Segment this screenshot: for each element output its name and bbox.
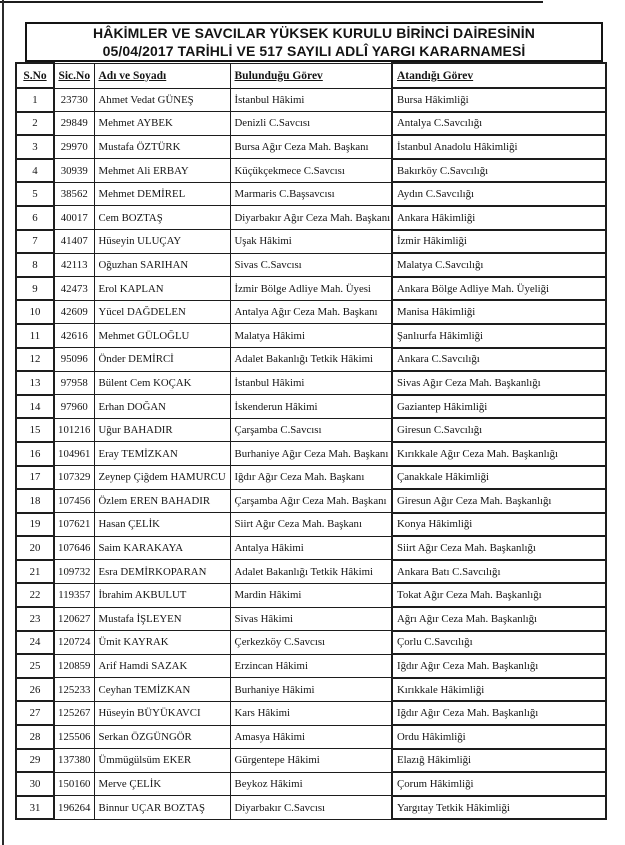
- cell-s-no: 9: [16, 277, 54, 301]
- cell-assigned-post: Giresun C.Savcılığı: [392, 418, 606, 442]
- cell-name: Mehmet DEMİREL: [94, 182, 230, 206]
- cell-current-post: Antalya Ağır Ceza Mah. Başkanı: [230, 300, 392, 324]
- cell-assigned-post: Antalya C.Savcılığı: [392, 112, 606, 136]
- table-body: [16, 88, 606, 819]
- cell-assigned-post: Malatya C.Savcılığı: [392, 253, 606, 277]
- cell-sicil-no: 104961: [54, 442, 94, 466]
- decree-title-line-2: 05/04/2017 TARİHLİ VE 517 SAYILI ADLÎ YARGI KARARNAMESİ: [102, 43, 526, 59]
- cell-s-no: 17: [16, 466, 54, 490]
- cell-s-no: 15: [16, 418, 54, 442]
- cell-current-post: Amasya Hâkimi: [230, 725, 392, 749]
- appointments-table: [15, 62, 607, 820]
- cell-s-no: 24: [16, 631, 54, 655]
- cell-name: Saim KARAKAYA: [94, 536, 230, 560]
- cell-s-no: 3: [16, 135, 54, 159]
- cell-assigned-post: Gaziantep Hâkimliği: [392, 395, 606, 419]
- cell-name: İbrahim AKBULUT: [94, 583, 230, 607]
- cell-current-post: Çerkezköy C.Savcısı: [230, 631, 392, 655]
- cell-name: Mustafa ÖZTÜRK: [94, 135, 230, 159]
- cell-sicil-no: 125233: [54, 678, 94, 702]
- column-header-assigned-post: Atandığı Görev: [392, 63, 606, 88]
- cell-assigned-post: Sivas Ağır Ceza Mah. Başkanlığı: [392, 371, 606, 395]
- cell-assigned-post: Ankara Bölge Adliye Mah. Üyeliği: [392, 277, 606, 301]
- cell-assigned-post: Ağrı Ağır Ceza Mah. Başkanlığı: [392, 607, 606, 631]
- cell-name: Yücel DAĞDELEN: [94, 300, 230, 324]
- cell-s-no: 11: [16, 324, 54, 348]
- table-row: [16, 371, 606, 395]
- cell-current-post: Denizli C.Savcısı: [230, 112, 392, 136]
- cell-current-post: Burhaniye Hâkimi: [230, 678, 392, 702]
- table-row: [16, 418, 606, 442]
- cell-current-post: Sivas C.Savcısı: [230, 253, 392, 277]
- cell-sicil-no: 95096: [54, 348, 94, 372]
- table-row: [16, 678, 606, 702]
- cell-s-no: 16: [16, 442, 54, 466]
- cell-current-post: İzmir Bölge Adliye Mah. Üyesi: [230, 277, 392, 301]
- cell-name: Binnur UÇAR BOZTAŞ: [94, 796, 230, 820]
- cell-name: Erol KAPLAN: [94, 277, 230, 301]
- cell-assigned-post: Çorlu C.Savcılığı: [392, 631, 606, 655]
- cell-sicil-no: 42473: [54, 277, 94, 301]
- cell-current-post: Adalet Bakanlığı Tetkik Hâkimi: [230, 560, 392, 584]
- cell-sicil-no: 120724: [54, 631, 94, 655]
- cell-sicil-no: 107621: [54, 513, 94, 537]
- cell-assigned-post: Kırıkkale Hâkimliği: [392, 678, 606, 702]
- cell-assigned-post: Ankara Hâkimliği: [392, 206, 606, 230]
- table-row: [16, 182, 606, 206]
- cell-current-post: Diyarbakır C.Savcısı: [230, 796, 392, 820]
- cell-current-post: Çarşamba Ağır Ceza Mah. Başkanı: [230, 489, 392, 513]
- cell-name: Ceyhan TEMİZKAN: [94, 678, 230, 702]
- cell-current-post: Iğdır Ağır Ceza Mah. Başkanı: [230, 466, 392, 490]
- cell-name: Hüseyin ULUÇAY: [94, 230, 230, 254]
- cell-current-post: Küçükçekmece C.Savcısı: [230, 159, 392, 183]
- table-header-row: [16, 63, 606, 88]
- cell-name: Bülent Cem KOÇAK: [94, 371, 230, 395]
- cell-s-no: 4: [16, 159, 54, 183]
- table-row: [16, 607, 606, 631]
- cell-s-no: 23: [16, 607, 54, 631]
- cell-name: Mehmet AYBEK: [94, 112, 230, 136]
- table-row: [16, 796, 606, 820]
- cell-current-post: Adalet Bakanlığı Tetkik Hâkimi: [230, 348, 392, 372]
- cell-sicil-no: 125267: [54, 701, 94, 725]
- cell-assigned-post: Siirt Ağır Ceza Mah. Başkanlığı: [392, 536, 606, 560]
- cell-s-no: 7: [16, 230, 54, 254]
- cell-s-no: 2: [16, 112, 54, 136]
- scan-edge-left-line: [2, 0, 4, 845]
- cell-sicil-no: 107329: [54, 466, 94, 490]
- table-row: [16, 631, 606, 655]
- cell-name: Merve ÇELİK: [94, 772, 230, 796]
- cell-current-post: Gürgentepe Hâkimi: [230, 749, 392, 773]
- cell-s-no: 13: [16, 371, 54, 395]
- cell-current-post: Sivas Hâkimi: [230, 607, 392, 631]
- cell-name: Zeynep Çiğdem HAMURCU: [94, 466, 230, 490]
- cell-assigned-post: İstanbul Anadolu Hâkimliği: [392, 135, 606, 159]
- table-row: [16, 112, 606, 136]
- cell-s-no: 25: [16, 654, 54, 678]
- cell-sicil-no: 119357: [54, 583, 94, 607]
- cell-assigned-post: Konya Hâkimliği: [392, 513, 606, 537]
- cell-name: Hasan ÇELİK: [94, 513, 230, 537]
- table-row: [16, 300, 606, 324]
- cell-assigned-post: Ankara C.Savcılığı: [392, 348, 606, 372]
- cell-assigned-post: Giresun Ağır Ceza Mah. Başkanlığı: [392, 489, 606, 513]
- cell-name: Önder DEMİRCİ: [94, 348, 230, 372]
- cell-name: Arif Hamdi SAZAK: [94, 654, 230, 678]
- cell-sicil-no: 101216: [54, 418, 94, 442]
- cell-assigned-post: Manisa Hâkimliği: [392, 300, 606, 324]
- cell-s-no: 12: [16, 348, 54, 372]
- cell-assigned-post: Kırıkkale Ağır Ceza Mah. Başkanlığı: [392, 442, 606, 466]
- table-row: [16, 88, 606, 112]
- cell-name: Cem BOZTAŞ: [94, 206, 230, 230]
- table-row: [16, 513, 606, 537]
- cell-assigned-post: Iğdır Ağır Ceza Mah. Başkanlığı: [392, 701, 606, 725]
- table-row: [16, 560, 606, 584]
- cell-name: Ümit KAYRAK: [94, 631, 230, 655]
- cell-s-no: 29: [16, 749, 54, 773]
- table-row: [16, 324, 606, 348]
- cell-name: Özlem EREN BAHADIR: [94, 489, 230, 513]
- cell-assigned-post: Tokat Ağır Ceza Mah. Başkanlığı: [392, 583, 606, 607]
- table-row: [16, 489, 606, 513]
- cell-assigned-post: Çorum Hâkimliği: [392, 772, 606, 796]
- cell-s-no: 19: [16, 513, 54, 537]
- cell-current-post: Burhaniye Ağır Ceza Mah. Başkanı: [230, 442, 392, 466]
- cell-sicil-no: 23730: [54, 88, 94, 112]
- table-row: [16, 159, 606, 183]
- cell-assigned-post: Çanakkale Hâkimliği: [392, 466, 606, 490]
- cell-name: Hüseyin BÜYÜKAVCI: [94, 701, 230, 725]
- column-header-sicil-no: Sic.No: [54, 63, 94, 88]
- cell-current-post: Diyarbakır Ağır Ceza Mah. Başkanı: [230, 206, 392, 230]
- cell-name: Mustafa İŞLEYEN: [94, 607, 230, 631]
- cell-current-post: Uşak Hâkimi: [230, 230, 392, 254]
- cell-name: Serkan ÖZGÜNGÖR: [94, 725, 230, 749]
- cell-name: Ümmügülsüm EKER: [94, 749, 230, 773]
- cell-s-no: 8: [16, 253, 54, 277]
- cell-sicil-no: 97958: [54, 371, 94, 395]
- cell-sicil-no: 29970: [54, 135, 94, 159]
- cell-s-no: 28: [16, 725, 54, 749]
- cell-assigned-post: Elazığ Hâkimliği: [392, 749, 606, 773]
- table-row: [16, 348, 606, 372]
- cell-assigned-post: Bursa Hâkimliği: [392, 88, 606, 112]
- decree-title-box: [25, 22, 603, 62]
- cell-sicil-no: 41407: [54, 230, 94, 254]
- cell-sicil-no: 38562: [54, 182, 94, 206]
- cell-sicil-no: 120859: [54, 654, 94, 678]
- table-row: [16, 253, 606, 277]
- cell-assigned-post: Şanlıurfa Hâkimliği: [392, 324, 606, 348]
- cell-s-no: 21: [16, 560, 54, 584]
- cell-s-no: 18: [16, 489, 54, 513]
- cell-s-no: 20: [16, 536, 54, 560]
- cell-assigned-post: İzmir Hâkimliği: [392, 230, 606, 254]
- cell-name: Erhan DOĞAN: [94, 395, 230, 419]
- cell-sicil-no: 120627: [54, 607, 94, 631]
- cell-name: Uğur BAHADIR: [94, 418, 230, 442]
- cell-name: Ahmet Vedat GÜNEŞ: [94, 88, 230, 112]
- cell-s-no: 30: [16, 772, 54, 796]
- table-row: [16, 536, 606, 560]
- cell-current-post: Marmaris C.Başsavcısı: [230, 182, 392, 206]
- cell-assigned-post: Iğdır Ağır Ceza Mah. Başkanlığı: [392, 654, 606, 678]
- column-header-current-post: Bulunduğu Görev: [230, 63, 392, 88]
- column-header-s-no: S.No: [16, 63, 54, 88]
- cell-assigned-post: Ordu Hâkimliği: [392, 725, 606, 749]
- table-row: [16, 701, 606, 725]
- table-row: [16, 206, 606, 230]
- cell-sicil-no: 42609: [54, 300, 94, 324]
- decree-title-line-1: HÂKİMLER VE SAVCILAR YÜKSEK KURULU BİRİNCİ DAİRESİNİN: [93, 25, 535, 41]
- cell-s-no: 27: [16, 701, 54, 725]
- cell-current-post: Mardin Hâkimi: [230, 583, 392, 607]
- cell-current-post: Erzincan Hâkimi: [230, 654, 392, 678]
- cell-sicil-no: 107456: [54, 489, 94, 513]
- cell-name: Oğuzhan SARIHAN: [94, 253, 230, 277]
- cell-s-no: 5: [16, 182, 54, 206]
- cell-sicil-no: 30939: [54, 159, 94, 183]
- cell-sicil-no: 109732: [54, 560, 94, 584]
- cell-s-no: 6: [16, 206, 54, 230]
- cell-name: Mehmet Ali ERBAY: [94, 159, 230, 183]
- cell-current-post: Bursa Ağır Ceza Mah. Başkanı: [230, 135, 392, 159]
- scan-edge-top-line: [0, 1, 543, 3]
- cell-sicil-no: 42616: [54, 324, 94, 348]
- cell-sicil-no: 107646: [54, 536, 94, 560]
- cell-name: Esra DEMİRKOPARAN: [94, 560, 230, 584]
- cell-current-post: Siirt Ağır Ceza Mah. Başkanı: [230, 513, 392, 537]
- table-row: [16, 466, 606, 490]
- table-row: [16, 135, 606, 159]
- cell-assigned-post: Bakırköy C.Savcılığı: [392, 159, 606, 183]
- table-row: [16, 725, 606, 749]
- table-row: [16, 772, 606, 796]
- cell-assigned-post: Ankara Batı C.Savcılığı: [392, 560, 606, 584]
- cell-s-no: 31: [16, 796, 54, 820]
- cell-s-no: 26: [16, 678, 54, 702]
- cell-s-no: 10: [16, 300, 54, 324]
- cell-current-post: İstanbul Hâkimi: [230, 371, 392, 395]
- cell-s-no: 14: [16, 395, 54, 419]
- cell-current-post: Malatya Hâkimi: [230, 324, 392, 348]
- table-row: [16, 442, 606, 466]
- cell-assigned-post: Yargıtay Tetkik Hâkimliği: [392, 796, 606, 820]
- table-row: [16, 749, 606, 773]
- table-row: [16, 395, 606, 419]
- cell-sicil-no: 40017: [54, 206, 94, 230]
- table-row: [16, 277, 606, 301]
- cell-current-post: İskenderun Hâkimi: [230, 395, 392, 419]
- cell-sicil-no: 29849: [54, 112, 94, 136]
- cell-current-post: Çarşamba C.Savcısı: [230, 418, 392, 442]
- table-row: [16, 583, 606, 607]
- cell-sicil-no: 150160: [54, 772, 94, 796]
- table-row: [16, 654, 606, 678]
- cell-current-post: Antalya Hâkimi: [230, 536, 392, 560]
- cell-current-post: İstanbul Hâkimi: [230, 88, 392, 112]
- cell-name: Mehmet GÜLOĞLU: [94, 324, 230, 348]
- cell-s-no: 22: [16, 583, 54, 607]
- table-row: [16, 230, 606, 254]
- cell-name: Eray TEMİZKAN: [94, 442, 230, 466]
- cell-current-post: Kars Hâkimi: [230, 701, 392, 725]
- cell-sicil-no: 42113: [54, 253, 94, 277]
- cell-sicil-no: 196264: [54, 796, 94, 820]
- cell-sicil-no: 137380: [54, 749, 94, 773]
- cell-sicil-no: 125506: [54, 725, 94, 749]
- cell-assigned-post: Aydın C.Savcılığı: [392, 182, 606, 206]
- cell-s-no: 1: [16, 88, 54, 112]
- column-header-name: Adı ve Soyadı: [94, 63, 230, 88]
- cell-sicil-no: 97960: [54, 395, 94, 419]
- cell-current-post: Beykoz Hâkimi: [230, 772, 392, 796]
